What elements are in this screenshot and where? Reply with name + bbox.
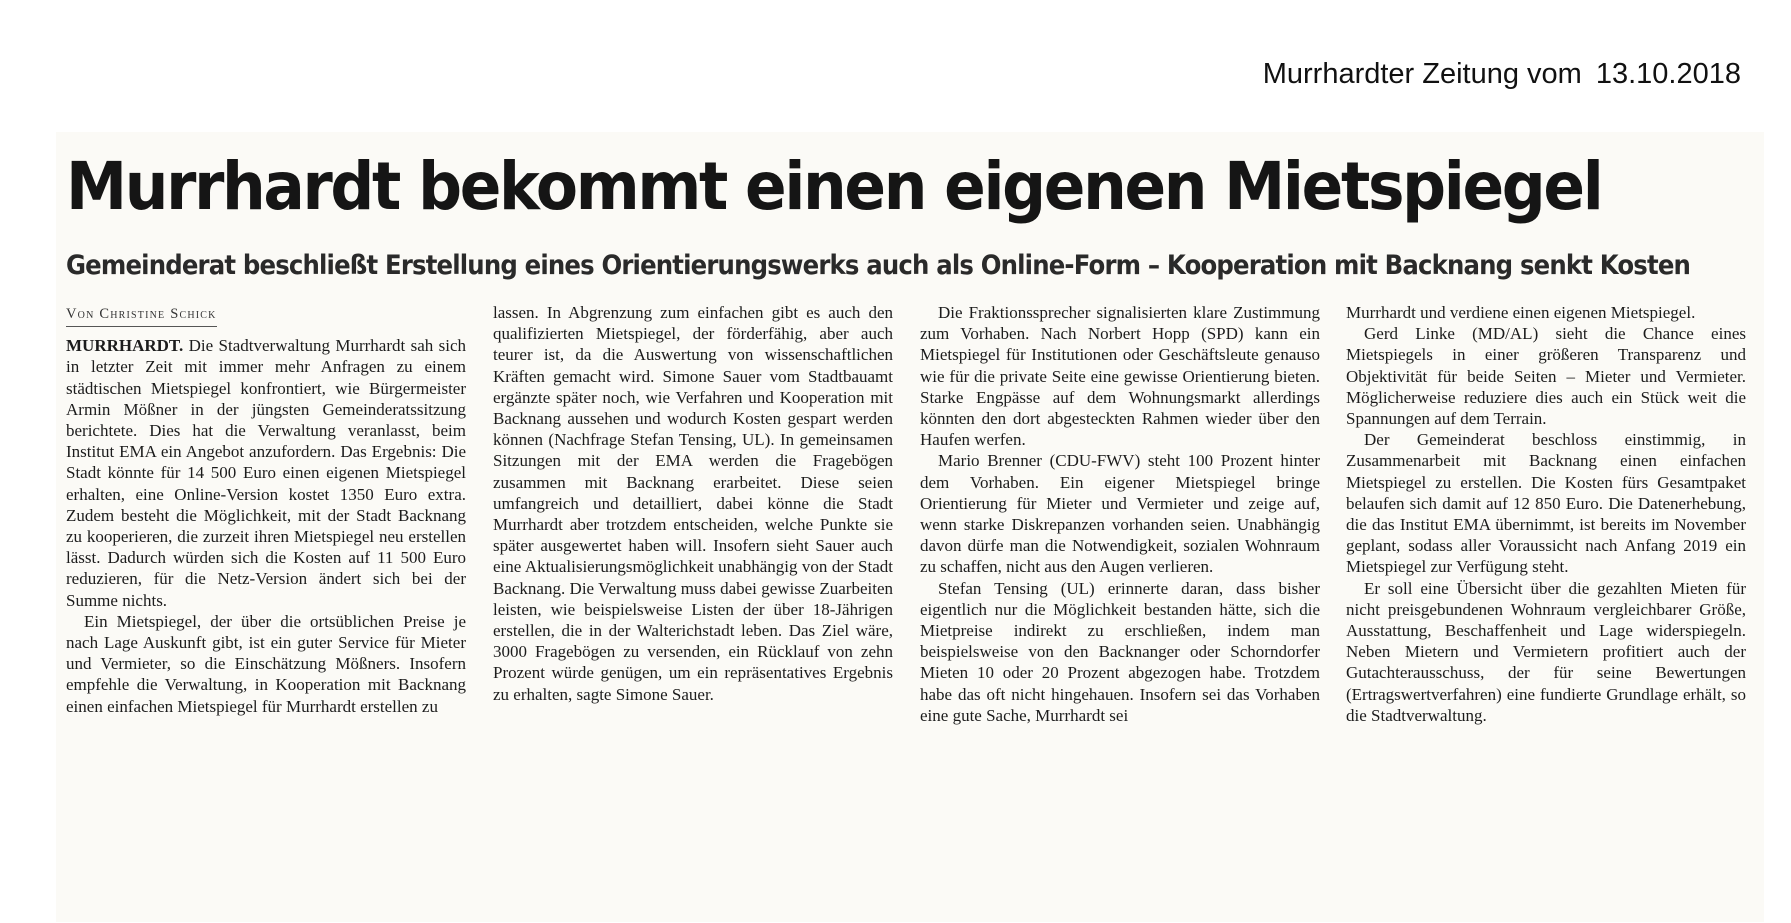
article-paragraph: [66, 335, 466, 611]
source-line: [1263, 58, 1741, 91]
article-column-3: [920, 302, 1320, 726]
article-paragraph: Gerd Linke (MD/AL) sieht die Chance eines Mietspiegels in einer größeren Transparenz und Objektivität für beide Seiten – Mieter und Vermieter. Möglicherweise reduziere dies auch ein Stück weit die Spannungen auf dem Terrain.: [1346, 324, 1746, 429]
article-paragraph: Er soll eine Übersicht über die gezahlten Mieten für nicht preisgebundenen Wohnraum vergleichbarer Größe, Ausstattung, Beschaffenheit und Lage widerspiegeln. Neben Mietern und Vermietern profitiert auch der Gutachterausschuss, der für seine Bewertungen (Ertragswertverfahren) eine fundierte Grundlage erhält, so die Stadtverwaltung.: [1346, 578, 1746, 725]
article-headline: Murrhardt bekommt einen eigenen Mietspiegel: [66, 148, 1602, 225]
article-dateline: MURRHARDT.: [66, 336, 184, 356]
article-byline: Von Christine Schick: [66, 304, 217, 327]
newspaper-clipping: [56, 132, 1764, 922]
publication-date: 13.10.2018: [1595, 58, 1741, 90]
article-column-4: [1346, 302, 1746, 726]
article-paragraph: Ein Mietspiegel, der über die ortsüblichen Preise je nach Lage Auskunft gibt, ist ein guter Service für Mieter und Vermieter, so die Einschätzung Mößners. Insofern empfehle die Verwaltung, in Kooperation mit Backnang einen einfachen Mietspiegel für Murrhardt erstellen zu: [66, 611, 466, 716]
publication-name: Murrhardter Zeitung vom: [1262, 58, 1582, 90]
article-column-1: [66, 302, 466, 717]
article-paragraph: Stefan Tensing (UL) erinnerte daran, dass bisher eigentlich nur die Möglichkeit bestanden hätte, sich die Mietpreise indirekt zu erschließen, indem man beispielsweise von den Backnanger oder Schorndorfer Mieten 10 oder 20 Prozent abgezogen habe. Trotzdem habe das oft nicht hingehauen. Insofern sei das Vorhaben eine gute Sache, Murrhardt sei: [920, 578, 1320, 725]
article-column-2: [493, 302, 893, 705]
article-paragraph: lassen. In Abgrenzung zum einfachen gibt es auch den qualifizierten Mietspiegel, der förderfähig, aber auch teurer ist, da die Auswertung von wissenschaftlichen Kräften gemacht wird. Simone Sauer vom Stadtbauamt ergänzte später noch, wie Verfahren und Kooperation mit Backnang aussehen und wodurch Kosten gespart werden können (Nachfrage Stefan Tensing, UL). In gemeinsamen Sitzungen mit der EMA werden die Fragebögen zusammen mit Backnang erarbeitet. Diese seien umfangreich und detailliert, dabei könne die Stadt Murrhardt aber trotzdem entscheiden, welche Punkte sie später ausgewertet haben will. Insofern sieht Sauer auch eine Aktualisierungsmöglichkeit unabhängig von der Stadt Backnang. Die Verwaltung muss dabei gewisse Zuarbeiten leisten, wie beispielsweise Listen der über 18-Jährigen erstellen, die in der Walterichstadt leben. Das Ziel wäre, 3000 Fragebögen zu versenden, ein Rücklauf von zehn Prozent würde genügen, um ein repräsentatives Ergebnis zu erhalten, sagte Simone Sauer.: [493, 303, 893, 704]
article-paragraph: Der Gemeinderat beschloss einstimmig, in Zusammenarbeit mit Backnang einen einfachen Mietspiegel zu erstellen. Die Kosten fürs Gesamtpaket belaufen sich damit auf 12 850 Euro. Die Datenerhebung, die das Institut EMA übernimmt, ist bereits im November geplant, sodass aller Voraussicht nach Anfang 2019 ein Mietspiegel zur Verfügung steht.: [1346, 430, 1746, 577]
article-paragraph-text: Die Stadtverwaltung Murrhardt sah sich in letzter Zeit mit immer mehr Anfragen zu einem städtischen Mietspiegel konfrontiert, wie Bürgermeister Armin Mößner in der jüngsten Gemeinderatssitzung berichtete. Dies hat die Verwaltung veranlasst, beim Institut EMA ein Angebot anzufordern. Das Ergebnis: Die Stadt könnte für 14 500 Euro einen eigenen Mietspiegel erhalten, eine Online-Version kostet 1350 Euro extra. Zudem besteht die Möglichkeit, mit der Stadt Backnang zu kooperieren, die zurzeit ihren Mietspiegel neu erstellen lässt. Dadurch würden sich die Kosten auf 11 500 Euro reduzieren, für die Netz-Version ändert sich bei der Summe nichts.: [66, 336, 466, 610]
article-paragraph: Mario Brenner (CDU-FWV) steht 100 Prozent hinter dem Vorhaben. Ein eigener Mietspiegel bringe Orientierung für Mieter und Vermieter und zeige auf, wenn starke Diskrepanzen vorhanden seien. Unabhängig davon dürfe man die Notwendigkeit, sozialen Wohnraum zu schaffen, nicht aus den Augen verlieren.: [920, 451, 1320, 577]
article-paragraph: Murrhardt und verdiene einen eigenen Mietspiegel.: [1346, 303, 1696, 322]
article-paragraph: Die Fraktionssprecher signalisierten klare Zustimmung zum Vorhaben. Nach Norbert Hopp (SPD) kann ein Mietspiegel für Institutionen oder Geschäftsleute genauso wie für die private Seite eine gewisse Orientierung bieten. Starke Engpässe auf dem Wohnungsmarkt allerdings könnten den dort abgesteckten Rahmen wieder über den Haufen werfen.: [920, 303, 1320, 450]
article-subheadline: Gemeinderat beschließt Erstellung eines Orientierungswerks auch als Online-Form – Kooperation mit Backnang senkt Kosten: [66, 250, 1691, 281]
